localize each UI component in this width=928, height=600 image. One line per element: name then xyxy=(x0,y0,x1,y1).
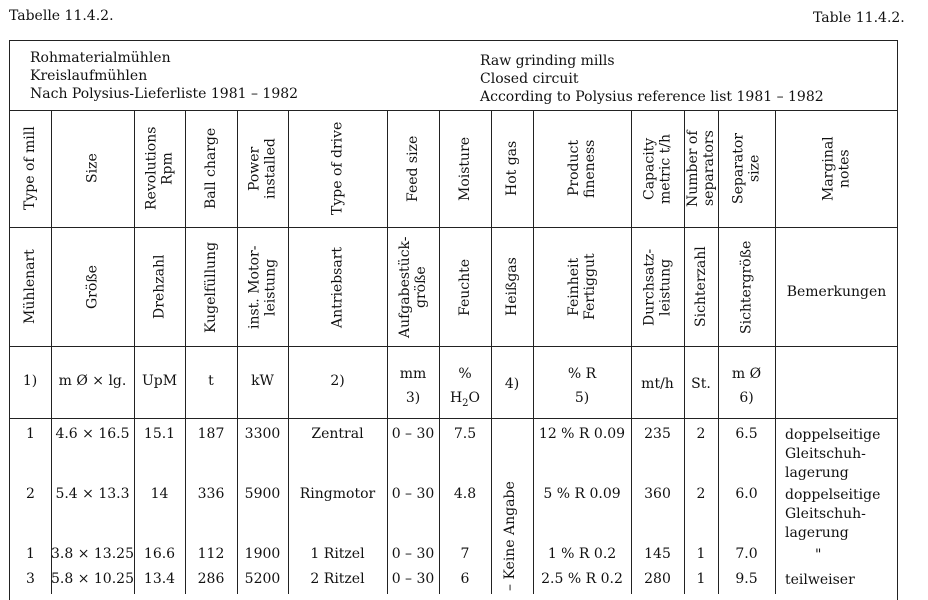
header-de-12: Sichtergröße xyxy=(738,240,755,334)
intro-line: Closed circuit xyxy=(480,71,579,87)
unit-type: 1) xyxy=(22,373,38,389)
note-line: " xyxy=(815,547,822,563)
cell-drive: 1 Ritzel xyxy=(310,546,365,562)
cell-ball: 336 xyxy=(197,486,225,502)
header-de-0: Mühlenart xyxy=(22,249,38,325)
header-en-6: Feed size xyxy=(405,135,421,202)
table-label-german: Tabelle 11.4.2. xyxy=(9,8,114,24)
cell-fine: 1 % R 0.2 xyxy=(547,546,617,562)
cell-rev: 14 xyxy=(150,486,169,502)
note-line: Gleitschuh- xyxy=(785,506,866,522)
intro-line: Nach Polysius-Lieferliste 1981 – 1982 xyxy=(30,86,299,102)
rule-header-en xyxy=(9,227,898,228)
unit-separator-size: m Ø xyxy=(731,366,762,382)
cell-power: 5900 xyxy=(244,486,281,502)
header-de-7: Feuchte xyxy=(457,258,473,316)
rule-units xyxy=(9,418,898,419)
cell-ball: 112 xyxy=(197,546,225,562)
cell-size: 3.8 × 13.25 xyxy=(51,546,134,562)
cell-cap: 280 xyxy=(644,571,671,587)
intro-line: Raw grinding mills xyxy=(480,53,615,69)
cell-sep: 7.0 xyxy=(735,546,758,562)
unit-drive: 2) xyxy=(330,373,345,389)
header-de-11: Sichterzahl xyxy=(693,246,709,328)
cell-rev: 16.6 xyxy=(143,546,176,562)
cell-cap: 360 xyxy=(644,486,671,502)
cell-num: 1 xyxy=(696,546,706,562)
intro-line: Rohmaterialmühlen xyxy=(30,50,171,66)
cell-type: 2 xyxy=(26,486,35,502)
rule-intro xyxy=(9,110,898,111)
intro-line: According to Polysius reference list 1981 – 1982 xyxy=(480,89,824,105)
note-line: Gleitschuh- xyxy=(785,446,866,462)
header-de-4: inst. Motor- leistung xyxy=(246,245,279,329)
note-line: lagerung xyxy=(785,465,849,481)
header-de-1: Größe xyxy=(84,265,101,309)
cell-feed: 0 – 30 xyxy=(391,571,435,587)
unit-moisture: % xyxy=(458,366,472,382)
cell-size: 5.8 × 10.25 xyxy=(51,571,134,587)
unit-power: kW xyxy=(251,373,274,389)
intro-german xyxy=(30,49,298,103)
cell-num: 1 xyxy=(696,571,706,587)
unit-hotgas: 4) xyxy=(504,376,520,392)
cell-moist: 6 xyxy=(460,571,470,587)
cell-size: 4.6 × 16.5 xyxy=(55,426,130,442)
note-line: teilweiser xyxy=(785,572,855,588)
cell-cap: 145 xyxy=(644,546,671,562)
cell-feed: 0 – 30 xyxy=(391,426,435,442)
header-en-5: Type of drive xyxy=(329,121,346,216)
cell-size: 5.4 × 13.3 xyxy=(55,486,130,502)
cell-num: 2 xyxy=(696,486,706,502)
header-en-3: Ball charge xyxy=(203,127,219,210)
cell-drive: 2 Ritzel xyxy=(310,571,365,587)
header-de-6: Aufgabestück- größe xyxy=(397,236,429,338)
header-en-11: Number of separators xyxy=(685,130,717,207)
note-line: doppelseitige xyxy=(785,427,881,443)
cell-moist: 4.8 xyxy=(453,486,477,502)
cell-note xyxy=(815,546,821,565)
header-de-8: Heißgas xyxy=(504,257,520,317)
cell-fine: 12 % R 0.09 xyxy=(538,426,626,442)
note-line: lagerung xyxy=(785,525,849,541)
unit-moisture-h2o: $H_2O$ xyxy=(449,390,481,409)
header-en-0: Type of mill xyxy=(22,126,38,211)
unit-fineness-note: 5) xyxy=(574,390,590,406)
intro-english xyxy=(480,52,824,106)
cell-fine: 5 % R 0.09 xyxy=(543,486,621,502)
unit-feed-note: 3) xyxy=(405,390,421,406)
table-label-english: Table 11.4.2. xyxy=(813,10,905,26)
header-en-12: Separator size xyxy=(730,133,763,204)
unit-separator-note: 6) xyxy=(739,390,754,406)
cell-sep: 6.0 xyxy=(735,486,758,502)
cell-sep: 9.5 xyxy=(735,571,758,587)
unit-capacity: mt/h xyxy=(641,376,674,392)
header-de-3: Kugelfüllung xyxy=(203,241,219,333)
cell-drive: Zentral xyxy=(311,426,364,442)
header-de-10: Durchsatz- leistung xyxy=(641,248,674,326)
cell-type: 1 xyxy=(26,546,35,562)
cell-note xyxy=(785,426,880,483)
header-en-9: Product fineness xyxy=(566,139,598,198)
cell-power: 3300 xyxy=(244,426,281,442)
header-remarks: Bemerkungen xyxy=(786,284,887,300)
header-en-8: Hot gas xyxy=(504,140,520,197)
header-en-10: Capacity metric t/h xyxy=(641,133,674,204)
cell-ball: 286 xyxy=(197,571,225,587)
hot-gas-no-data: – Keine Angabe xyxy=(502,481,518,591)
header-de-9: Feinheit Fertiggut xyxy=(566,253,598,321)
header-en-4: Power installed xyxy=(246,138,279,199)
cell-rev: 15.1 xyxy=(143,426,176,442)
cell-note xyxy=(785,571,855,590)
rule-header-de xyxy=(9,346,898,347)
cell-power: 1900 xyxy=(244,546,281,562)
unit-size: m Ø × lg. xyxy=(58,373,127,389)
cell-ball: 187 xyxy=(197,426,225,442)
intro-line: Kreislaufmühlen xyxy=(30,68,148,84)
unit-fineness: % R xyxy=(567,366,597,382)
header-en-13: Marginal notes xyxy=(820,136,853,201)
header-en-2: Revolutions Rpm xyxy=(143,126,176,211)
cell-type: 3 xyxy=(26,571,35,587)
cell-sep: 6.5 xyxy=(735,426,758,442)
cell-moist: 7.5 xyxy=(453,426,477,442)
unit-separators: St. xyxy=(691,376,711,392)
cell-cap: 235 xyxy=(644,426,671,442)
header-en-1: Size xyxy=(84,153,101,184)
header-de-2: Drehzahl xyxy=(151,254,168,320)
unit-ball: t xyxy=(208,373,214,389)
cell-fine: 2.5 % R 0.2 xyxy=(541,571,623,587)
cell-note xyxy=(785,486,880,543)
cell-num: 2 xyxy=(696,426,706,442)
header-en-7: Moisture xyxy=(457,136,473,201)
cell-drive: Ringmotor xyxy=(299,486,376,502)
header-de-5: Antriebsart xyxy=(329,246,346,328)
unit-feed: mm xyxy=(399,366,427,382)
cell-feed: 0 – 30 xyxy=(391,546,435,562)
cell-moist: 7 xyxy=(460,546,470,562)
cell-feed: 0 – 30 xyxy=(391,486,435,502)
cell-rev: 13.4 xyxy=(143,571,176,587)
note-line: doppelseitige xyxy=(785,487,881,503)
cell-type: 1 xyxy=(26,426,35,442)
cell-power: 5200 xyxy=(244,571,281,587)
unit-rev: UpM xyxy=(141,373,178,389)
